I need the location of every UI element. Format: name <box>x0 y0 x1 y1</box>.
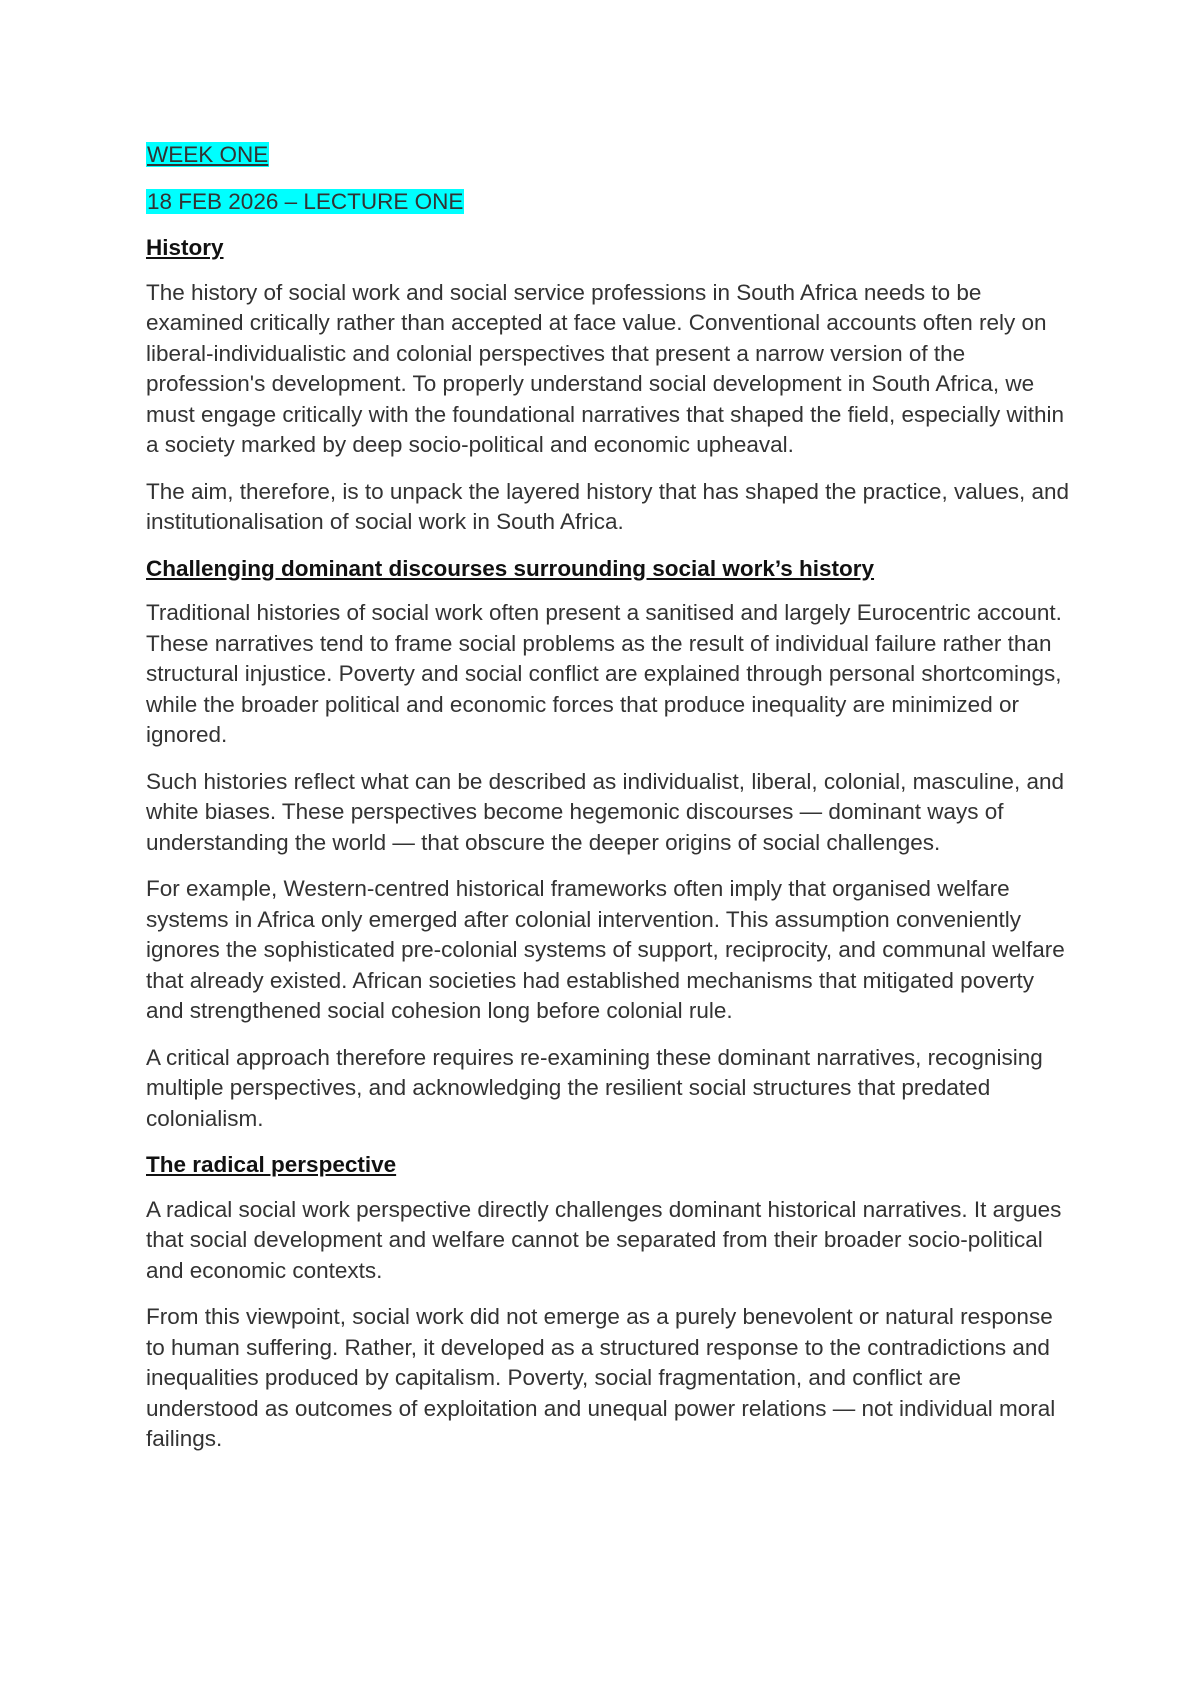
paragraph: A radical social work perspective directly challenges dominant historical narratives. It argues that social development and welfare cannot be separated from their broader socio-political and economic contexts. <box>146 1196 1062 1283</box>
paragraph: A critical approach therefore requires re-examining these dominant narratives, recognising multiple perspectives, and acknowledging the resilient social structures that predated colonialism. <box>146 1044 1043 1131</box>
paragraph: For example, Western-centred historical frameworks often imply that organised welfare systems in Africa only emerged after colonial intervention. This assumption conveniently ignores the sophisticated pre-colonial systems of support, reciprocity, and communal welfare that already existed. African societies had established mechanisms that mitigated poverty and strengthened social cohesion long before colonial rule. <box>146 876 1065 1023</box>
section-heading: History <box>146 235 224 260</box>
paragraph: The history of social work and social service professions in South Africa needs to be examined critically rather than accepted at face value. Conventional accounts often rely on liberal-individualistic and colonial perspectives that present a narrow version of the profession's development. To properly understand social development in South Africa, we must engage critically with the foundational narratives that shaped the field, especially within a society marked by deep socio-political and economic upheaval. <box>146 279 1065 457</box>
document-page <box>146 140 1076 1471</box>
paragraph: The aim, therefore, is to unpack the layered history that has shaped the practice, values, and institutionalisation of social work in South Africa. <box>146 478 1070 534</box>
section-heading: Challenging dominant discourses surrounding social work’s history <box>146 555 875 581</box>
week-label: WEEK ONE <box>147 142 269 167</box>
paragraph: Such histories reflect what can be described as individualist, liberal, colonial, masculine, and white biases. These perspectives become hegemonic discourses — dominant ways of understanding the world — that obscure the deeper origins of social challenges. <box>146 768 1064 855</box>
section-challenging-discourses <box>146 554 1076 1135</box>
section-radical-perspective <box>146 1150 1076 1455</box>
lecture-label-line <box>146 187 1076 218</box>
lecture-label: 18 FEB 2026 – LECTURE ONE <box>147 188 464 214</box>
section-heading: The radical perspective <box>146 1152 397 1177</box>
paragraph: From this viewpoint, social work did not emerge as a purely benevolent or natural response to human suffering. Rather, it developed as a structured response to the contradictions and inequalities produced by capitalism. Poverty, social fragmentation, and conflict are understood as outcomes of exploitation and unequal power relations — not individual moral failings. <box>146 1304 1056 1451</box>
section-history <box>146 233 1076 538</box>
week-label-line <box>146 140 1076 171</box>
paragraph: Traditional histories of social work often present a sanitised and largely Eurocentric account. These narratives tend to frame social problems as the result of individual failure rather than structural injustice. Poverty and social conflict are explained through personal shortcomings, while the broader political and economic forces that produce inequality are minimized or ignored. <box>146 600 1062 747</box>
